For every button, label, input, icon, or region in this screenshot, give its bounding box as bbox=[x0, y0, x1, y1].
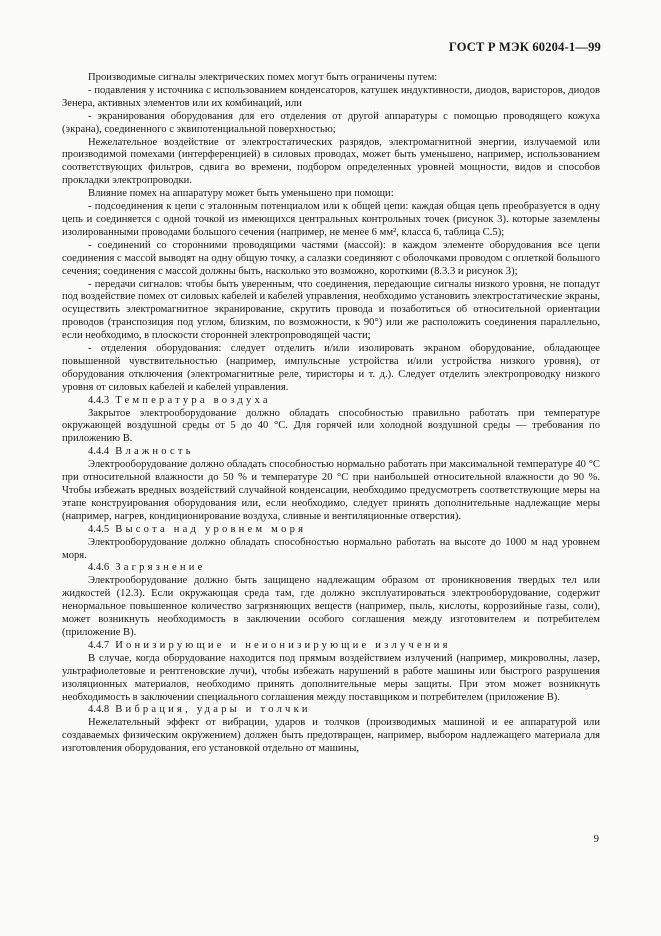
section-heading-4-4-4: 4.4.4 Влажность bbox=[88, 446, 194, 458]
paragraph: Влияние помех на аппаратуру может быть уменьшено при помощи: bbox=[88, 188, 394, 200]
paragraph: Нежелательный эффект от вибрации, ударов и толчков (производимых машиной и ее аппаратурой или создаваемых физическим окружением) должен быть предотвращен, например, выбором надлежащего материала для изготовления оборудования, его установкой отдельно от машины, bbox=[62, 717, 600, 755]
paragraph: - подавления у источника с использованием конденсаторов, катушек индуктивности, диодов, варисторов, диодов Зенера, активных элементов или их комбинаций, или bbox=[62, 84, 600, 109]
section-heading-4-4-3: 4.4.3 Температура воздуха bbox=[88, 394, 271, 406]
page-number: 9 bbox=[593, 833, 599, 845]
paragraph: - соединений со сторонними проводящими частями (массой): в каждом элементе оборудования все цепи соединения с массой выводят на одну общую точку, а салазки соединяют с оболочками проводом с оплеткой большого сечения; соединения с массой должны быть, насколько это возможно, короткими (8.3.3 и рисунок 3); bbox=[62, 239, 600, 277]
paragraph: - подсоединения к цепи с эталонным потенциалом или к общей цепи: каждая общая цепь преобразуется в одну цепь и соединяется с одной точкой из имеющихся центральных контрольных точек (рисунок 3). которые заземлены изолированными проводами большого сечения (например, не менее 6 мм², класса 6, таблица С.5); bbox=[62, 201, 600, 238]
paragraph: - отделения оборудования: следует отделить и/или изолировать экраном оборудование, обладающее повышенной чувствительностью (например, импульсные устройства и/или устройства низкого уровня), от оборудования отключения (электромагнитные реле, тиристоры и т. д.). Следует отделить электропроводку низкого уровня от силовых кабелей и кабелей управления. bbox=[62, 343, 600, 393]
paragraph: - передачи сигналов: чтобы быть уверенным, что соединения, передающие сигналы низкого уровня, не попадут под воздействие помех от силовых кабелей и кабелей управления, необходимо установить электростатические экраны, осуществить электромагнитное экранирование, скрутить провода и позаботиться об относительной ориентации проводов (транспозиция под углом, близким, по возможности, к 90°) или же расположить соединения параллельно, если необходимо, в плоскости сторонней электропроводящей части; bbox=[62, 278, 600, 342]
document-body bbox=[62, 72, 600, 756]
paragraph: Нежелательное воздействие от электростатических разрядов, электромагнитной энергии, излучаемой или производимой помехами (интерференцией) в силовых проводах, может быть уменьшено, например, использованием соответствующих фильтров, сдвига во времени, подбором определенных уровней мощности, видов и способов прокладки электропроводки. bbox=[62, 136, 600, 187]
paragraph: - экранирования оборудования для его отделения от другой аппаратуры с помощью проводящего кожуха (экрана), соединенного с эквипотенциальной поверхностью; bbox=[62, 110, 600, 135]
paragraph: Электрооборудование должно обладать способностью нормально работать при максимальной температуре 40 °С при относительной влажности до 50 % и температуре 20 °С при наибольшей относительной влажности до 90 %. Чтобы избежать вредных воздействий случайной конденсации, необходимо предусмотреть соответствующие меры на этапе конструирования оборудования или, если необходимо, следует принять дополнительные надлежащие меры (например, нагрев, кондиционирование воздуха, сливные и вентиляционные отверстия). bbox=[62, 459, 600, 522]
paragraph: Электрооборудование должно быть защищено надлежащим образом от проникновения твердых тел или жидкостей (12.3). Если окружающая среда там, где должно эксплуатироваться электрооборудование, содержит ненормальное повышенное количество загрязняющих веществ (например, пыль, кислоты, коррозийные газы, соли), может возникнуть необходимость в заключении особого соглашения между изготовителем и потребителем (приложение В). bbox=[62, 575, 600, 638]
paragraph: В случае, когда оборудование находится под прямым воздействием излучений (например, микроволны, лазер, ультрафиолетовые и рентгеновские лучи), чтобы избежать нарушений в работе машины или быстрого разрушения изоляционных материалов, необходимо принять дополнительные меры защиты. При этом может возникнуть необходимость в заключении специального соглашения между поставщиком и потребителем (приложение В). bbox=[62, 652, 600, 703]
section-heading-4-4-6: 4.4.6 Загрязнение bbox=[88, 562, 206, 574]
section-heading-4-4-5: 4.4.5 Высота над уровнем моря bbox=[88, 523, 307, 535]
section-heading-4-4-7: 4.4.7 Ионизирующие и неионизирующие излучения bbox=[88, 639, 451, 651]
section-heading-4-4-8: 4.4.8 Вибрация, удары и толчки bbox=[88, 704, 311, 716]
paragraph: Производимые сигналы электрических помех могут быть ограничены путем: bbox=[88, 72, 438, 83]
document-header: ГОСТ Р МЭК 60204-1—99 bbox=[448, 40, 601, 54]
paragraph: Закрытое электрооборудование должно обладать способностью правильно работать при температуре окружающей воздушной среды от 5 до 40 °С. Для горячей или холодной воздушной среды — требования по приложению В. bbox=[62, 407, 600, 445]
paragraph: Электрооборудование должно обладать способностью нормально работать на высоте до 1000 м над уровнем моря. bbox=[62, 536, 600, 561]
